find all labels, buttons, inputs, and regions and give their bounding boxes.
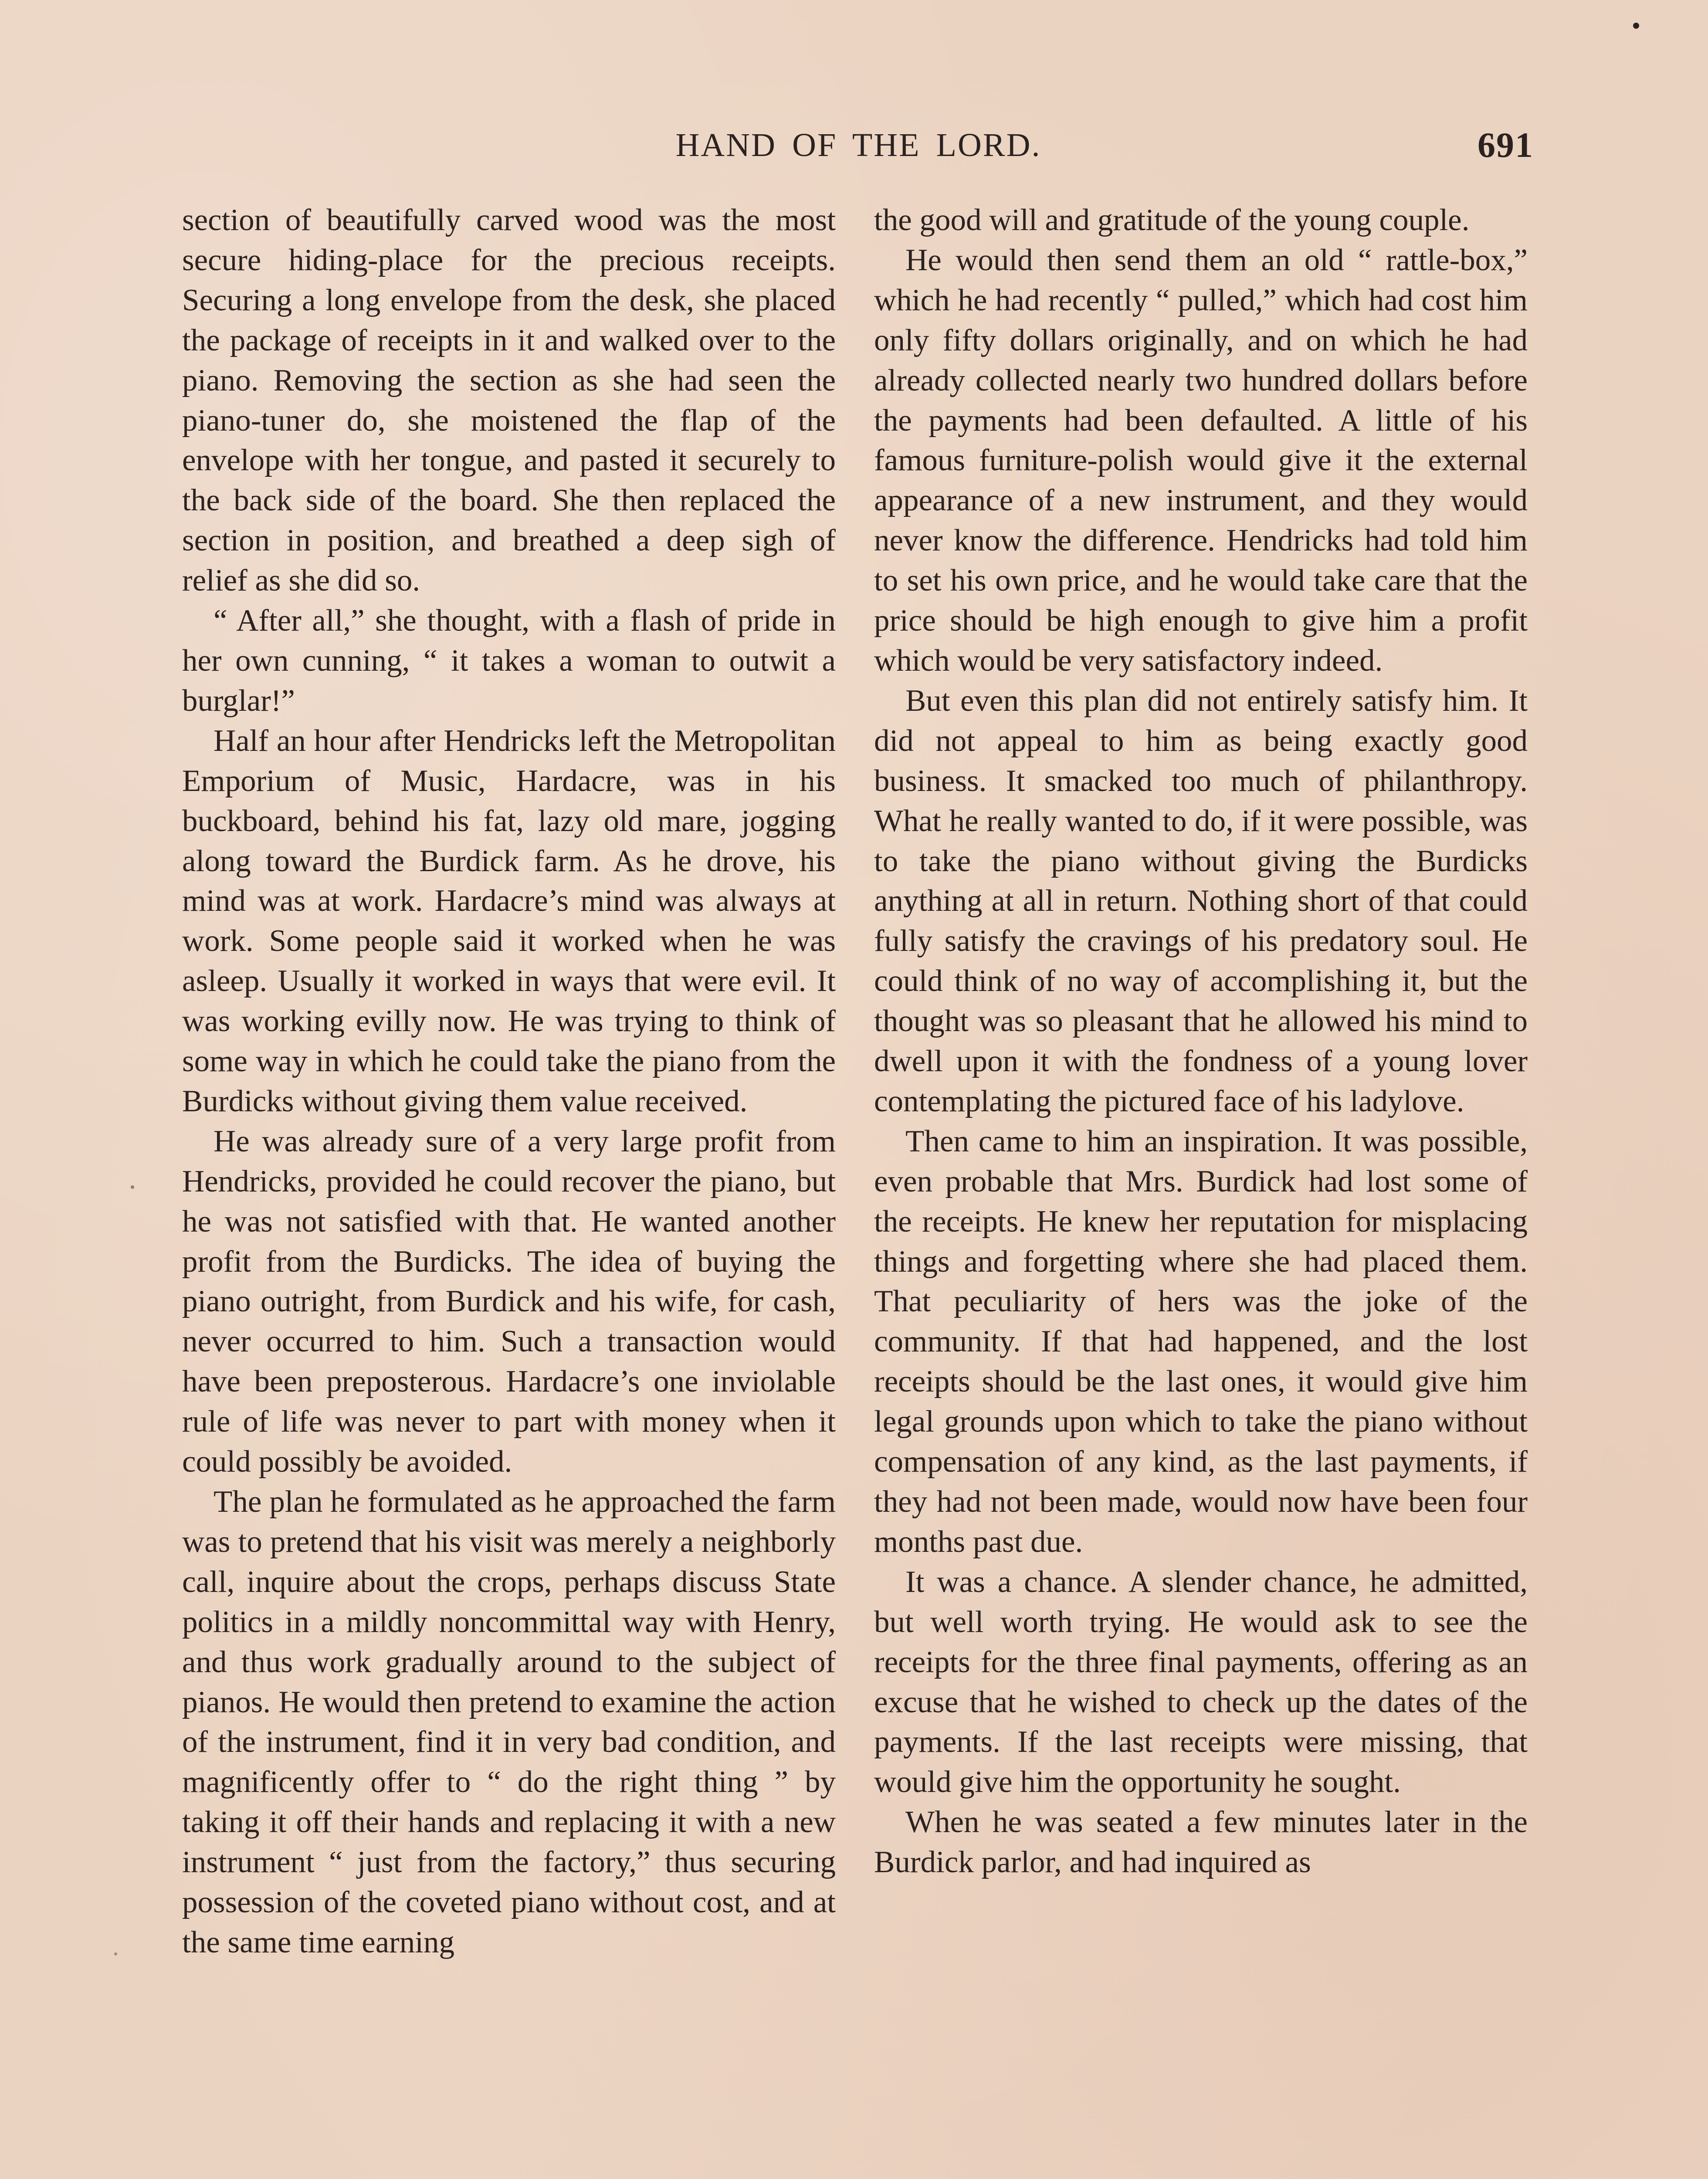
- page-header: [183, 126, 1534, 174]
- paper-speck: [1633, 23, 1639, 29]
- paragraph: But even this plan did not entirely satisfy him. It did not appeal to him as being exactly good business. It smacked too much of philanthropy. What he really wanted to do, if it were possible, was to take the piano without giving the Burdicks anything at all in return. Nothing short of that could fully satisfy the cravings of his predatory soul. He could think of no way of accomplishing it, but the thought was so pleasant that he allowed his mind to dwell upon it with the fondness of a young lover contemplating the pictured face of his ladylove.: [874, 683, 1528, 1118]
- paragraph: Then came to him an inspiration. It was possible, even probable that Mrs. Burdick had lost some of the receipts. He knew her reputation for misplacing things and forgetting where she had placed them. That peculiarity of hers was the joke of the community. If that had happened, and the lost receipts should be the last ones, it would give him legal grounds upon which to take the piano without compensation of any kind, as the last payments, if they had not been made, would now have been four months past due.: [874, 1124, 1528, 1559]
- paragraph: He was already sure of a very large profit from Hendricks, provided he could recover the piano, but he was not satisfied with that. He wanted another profit from the Burdicks. The idea of buying the piano outright, from Burdick and his wife, for cash, never occurred to him. Such a transaction would have been preposterous. Hardacre’s one inviolable rule of life was never to part with money when it could possibly be avoided.: [182, 1124, 836, 1479]
- paragraph: section of beautifully carved wood was the most secure hiding-place for the precious receipts. Securing a long envelope from the desk, she placed the package of receipts in it and walked over to the piano. Removing the section as she had seen the piano-tuner do, she moistened the flap of the envelope with her tongue, and pasted it securely to the back side of the board. She then replaced the section in position, and breathed a deep sigh of relief as she did so.: [182, 203, 836, 598]
- paragraph: “ After all,” she thought, with a flash of pride in her own cunning, “ it takes a woman to outwit a burglar!”: [182, 604, 836, 718]
- paper-speck: [114, 1952, 117, 1955]
- paragraph: The plan he formulated as he approached the farm was to pretend that his visit was merely a neighborly call, inquire about the crops, perhaps discuss State politics in a mildly noncommittal way with Henry, and thus work gradually around to the subject of pianos. He would then pretend to examine the action of the instrument, find it in very bad condition, and magnificently offer to “ do the right thing ” by taking it off their hands and replacing it with a new instrument “ just from the factory,” thus securing possession of the coveted piano without cost, and at the same time earning: [182, 1485, 836, 1959]
- paragraph: Half an hour after Hendricks left the Metropolitan Emporium of Music, Hardacre, was in his buckboard, behind his fat, lazy old mare, jogging along toward the Burdick farm. As he drove, his mind was at work. Hardacre’s mind was always at work. Some people said it worked when he was asleep. Usually it worked in ways that were evil. It was working evilly now. He was trying to think of some way in which he could take the piano from the Burdicks without giving them value received.: [182, 723, 836, 1118]
- paragraph: When he was seated a few minutes later in the Burdick parlor, and had inquired as: [874, 1805, 1528, 1880]
- paper-speck: [131, 1185, 134, 1189]
- paragraph: the good will and gratitude of the young couple.: [874, 203, 1470, 237]
- right-column: [874, 200, 1528, 2179]
- paragraph: It was a chance. A slender chance, he admitted, but well worth trying. He would ask to see the receipts for the three final payments, offering as an excuse that he wished to check up the dates of the payments. If the last receipts were missing, that would give him the opportunity he sought.: [874, 1565, 1528, 1799]
- running-head: HAND OF THE LORD.: [675, 127, 1041, 163]
- page-number: 691: [1478, 125, 1534, 165]
- paragraph: He would then send them an old “ rattle-box,” which he had recently “ pulled,” which had cost him only fifty dollars originally, and on which he had already collected nearly two hundred dollars before the payments had been defaulted. A little of his famous furniture-polish would give it the external appearance of a new instrument, and they would never know the difference. Hendricks had told him to set his own price, and he would take care that the price should be high enough to give him a profit which would be very satisfactory indeed.: [874, 243, 1528, 678]
- left-column: [182, 200, 836, 2179]
